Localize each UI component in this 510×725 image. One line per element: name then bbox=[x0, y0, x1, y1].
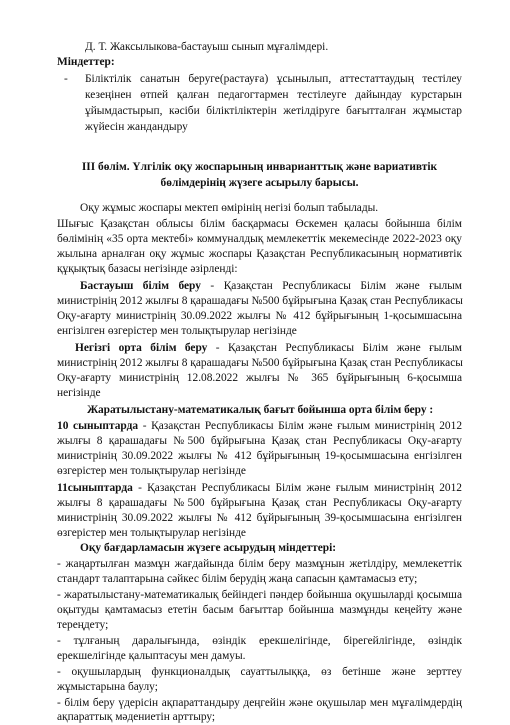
program-item-line: жұмыстарына баулу; bbox=[57, 681, 158, 693]
tasks-bullet-dash: - bbox=[64, 73, 68, 85]
section-title-line: бөлімдерінің жүзеге асырылу барысы. bbox=[160, 177, 359, 189]
primary-first-line: Бастауыш білім беру - Қазақстан Республикасы Білім және ғылым bbox=[80, 280, 462, 292]
grade10-line: министрінің 30.09.2022 жылғы № 412 бұйрығының 19-қосымшасына енгізілген bbox=[57, 450, 462, 462]
program-item-line: тереңдету; bbox=[57, 619, 109, 631]
tasks-bullet-line: кезеңінен өтпей қалған педагогтармен тестілеуге дайындау курстарын bbox=[85, 89, 462, 101]
grade10-first-line: 10 сыныптарда - Қазақстан Республикасы Білім және ғылым министрінің 2012 bbox=[57, 420, 463, 432]
tasks-bullet-line: жүйесін жандандыру bbox=[85, 121, 188, 133]
program-heading: Оқу бағдарламасын жүзеге асырудың міндеттері: bbox=[80, 542, 337, 554]
intro-line: Оқу жұмыс жоспары мектеп өмірінің негізі болып табылады. bbox=[80, 202, 379, 214]
primary-line: министрінің 2012 жылғы 8 қарашадағы №500 бұйрығына Қазақ стан Республикасы bbox=[57, 295, 463, 307]
basic-line: Оқу-ағарту министрінің 12.08.2022 жылғы № 365 бұйрығының 6-қосымша bbox=[57, 372, 462, 384]
tasks-bullet-line: Біліктілік санатын беруге(растауға) ұсынылып, аттестаттаудың тестілеу bbox=[85, 73, 462, 85]
grade11-line: жылғы 8 қарашадағы №500 бұйрығына Қазақ стан Республикасы Оқу-ағарту bbox=[57, 497, 462, 509]
program-item-line: стандарт талаптарына сәйкес білім берудің жаңа сапасын қамтамасыз ету; bbox=[57, 573, 418, 585]
program-item-line: - тұлғаның даралығында, өзіндік ерекшелігінде, бірегейлігінде, өзіндік bbox=[57, 635, 462, 647]
basic-line: негізінде bbox=[57, 387, 101, 399]
section-title-line: ІІІ бөлім. Үлгілік оқу жоспарының инварианттық және вариативтік bbox=[81, 161, 438, 173]
grade11-line: өзгерістер мен толықтырулар негізінде bbox=[57, 527, 246, 539]
program-item-line: ақпараттық мәдениетін арттыру; bbox=[57, 711, 216, 723]
author-line: Д. Т. Жаксылыкова-бастауыш сынып мұғалімдері. bbox=[85, 41, 329, 53]
primary-line: енгізілген өзгерістер мен толықтырулар негізінде bbox=[57, 325, 297, 337]
tasks-bullet-line: ұйымдастырып, кәсіби біліктіліктерін жетілдіруге бағытталған жұмыстар bbox=[85, 105, 462, 117]
grade11-line: министрінің 30.09.2022 жылғы № 412 бұйрығының 39-қосымшасына енгізілген bbox=[57, 512, 462, 524]
grade11-first-line: 11сыныптарда - Қазақстан Республикасы Білім және ғылым министрінің 2012 bbox=[57, 482, 462, 494]
program-item-line: - жаратылыстану-математикалық бейіндегі пәндер бойынша оқушыларді қосымша bbox=[57, 589, 462, 601]
program-item-line: - білім беру үдерісін ақпараттандыру деңгейін және оқушылар мен мұғалімдердің bbox=[57, 697, 462, 709]
grade10-line: өзгерістер мен толықтырулар негізінде bbox=[57, 465, 246, 477]
grade10-line: жылғы 8 қарашадағы №500 бұйрығына Қазақ стан Республикасы Оқу-ағарту bbox=[57, 435, 462, 447]
tasks-heading: Міндеттер: bbox=[57, 56, 115, 68]
basic-line: министрінің 2012 жылғы 8 қарашадағы №500 бұйрығына Қазақ стан Республикасы bbox=[57, 357, 463, 369]
science-heading: Жаратылыстану-математикалық бағыт бойынша орта білім беру : bbox=[87, 404, 434, 416]
intro-line: Шығыс Қазақстан облысы білім басқармасы Өскемен қаласы бойынша білім bbox=[57, 218, 462, 230]
program-item-line: ерекшелігінде қалыптасуы мен дамуы. bbox=[57, 650, 246, 662]
intro-line: бөлімінің «35 орта мектебі» коммуналдық мемлекеттік мекемесінде 2022-2023 оқу bbox=[57, 233, 462, 245]
primary-line: Оқу-ағарту министрінің 30.09.2022 жылғы № 412 бұйрығының 1-қосымшасына bbox=[57, 310, 462, 322]
program-item-line: - оқушылардың функционалдық сауаттылыққа, өз бетінше және зерттеу bbox=[57, 666, 462, 678]
intro-line: жылына арналған оқу жұмыс жоспары Қазақстан Республикасының нормативтік bbox=[57, 248, 462, 260]
basic-first-line: Негізгі орта білім беру - Қазақстан Республикасы Білім және ғылым bbox=[75, 342, 462, 354]
program-item-line: оқытуды қамтамасыз ететін басым бағыттар бойынша мазмұнды кеңейту және bbox=[57, 604, 462, 616]
intro-line: құқықтық базасы негізінде әзірленді: bbox=[57, 263, 238, 275]
program-item-line: - жаңартылған мазмұн жағдайында білім беру мазмұнын жетілдіру, мемлекеттік bbox=[57, 558, 462, 570]
